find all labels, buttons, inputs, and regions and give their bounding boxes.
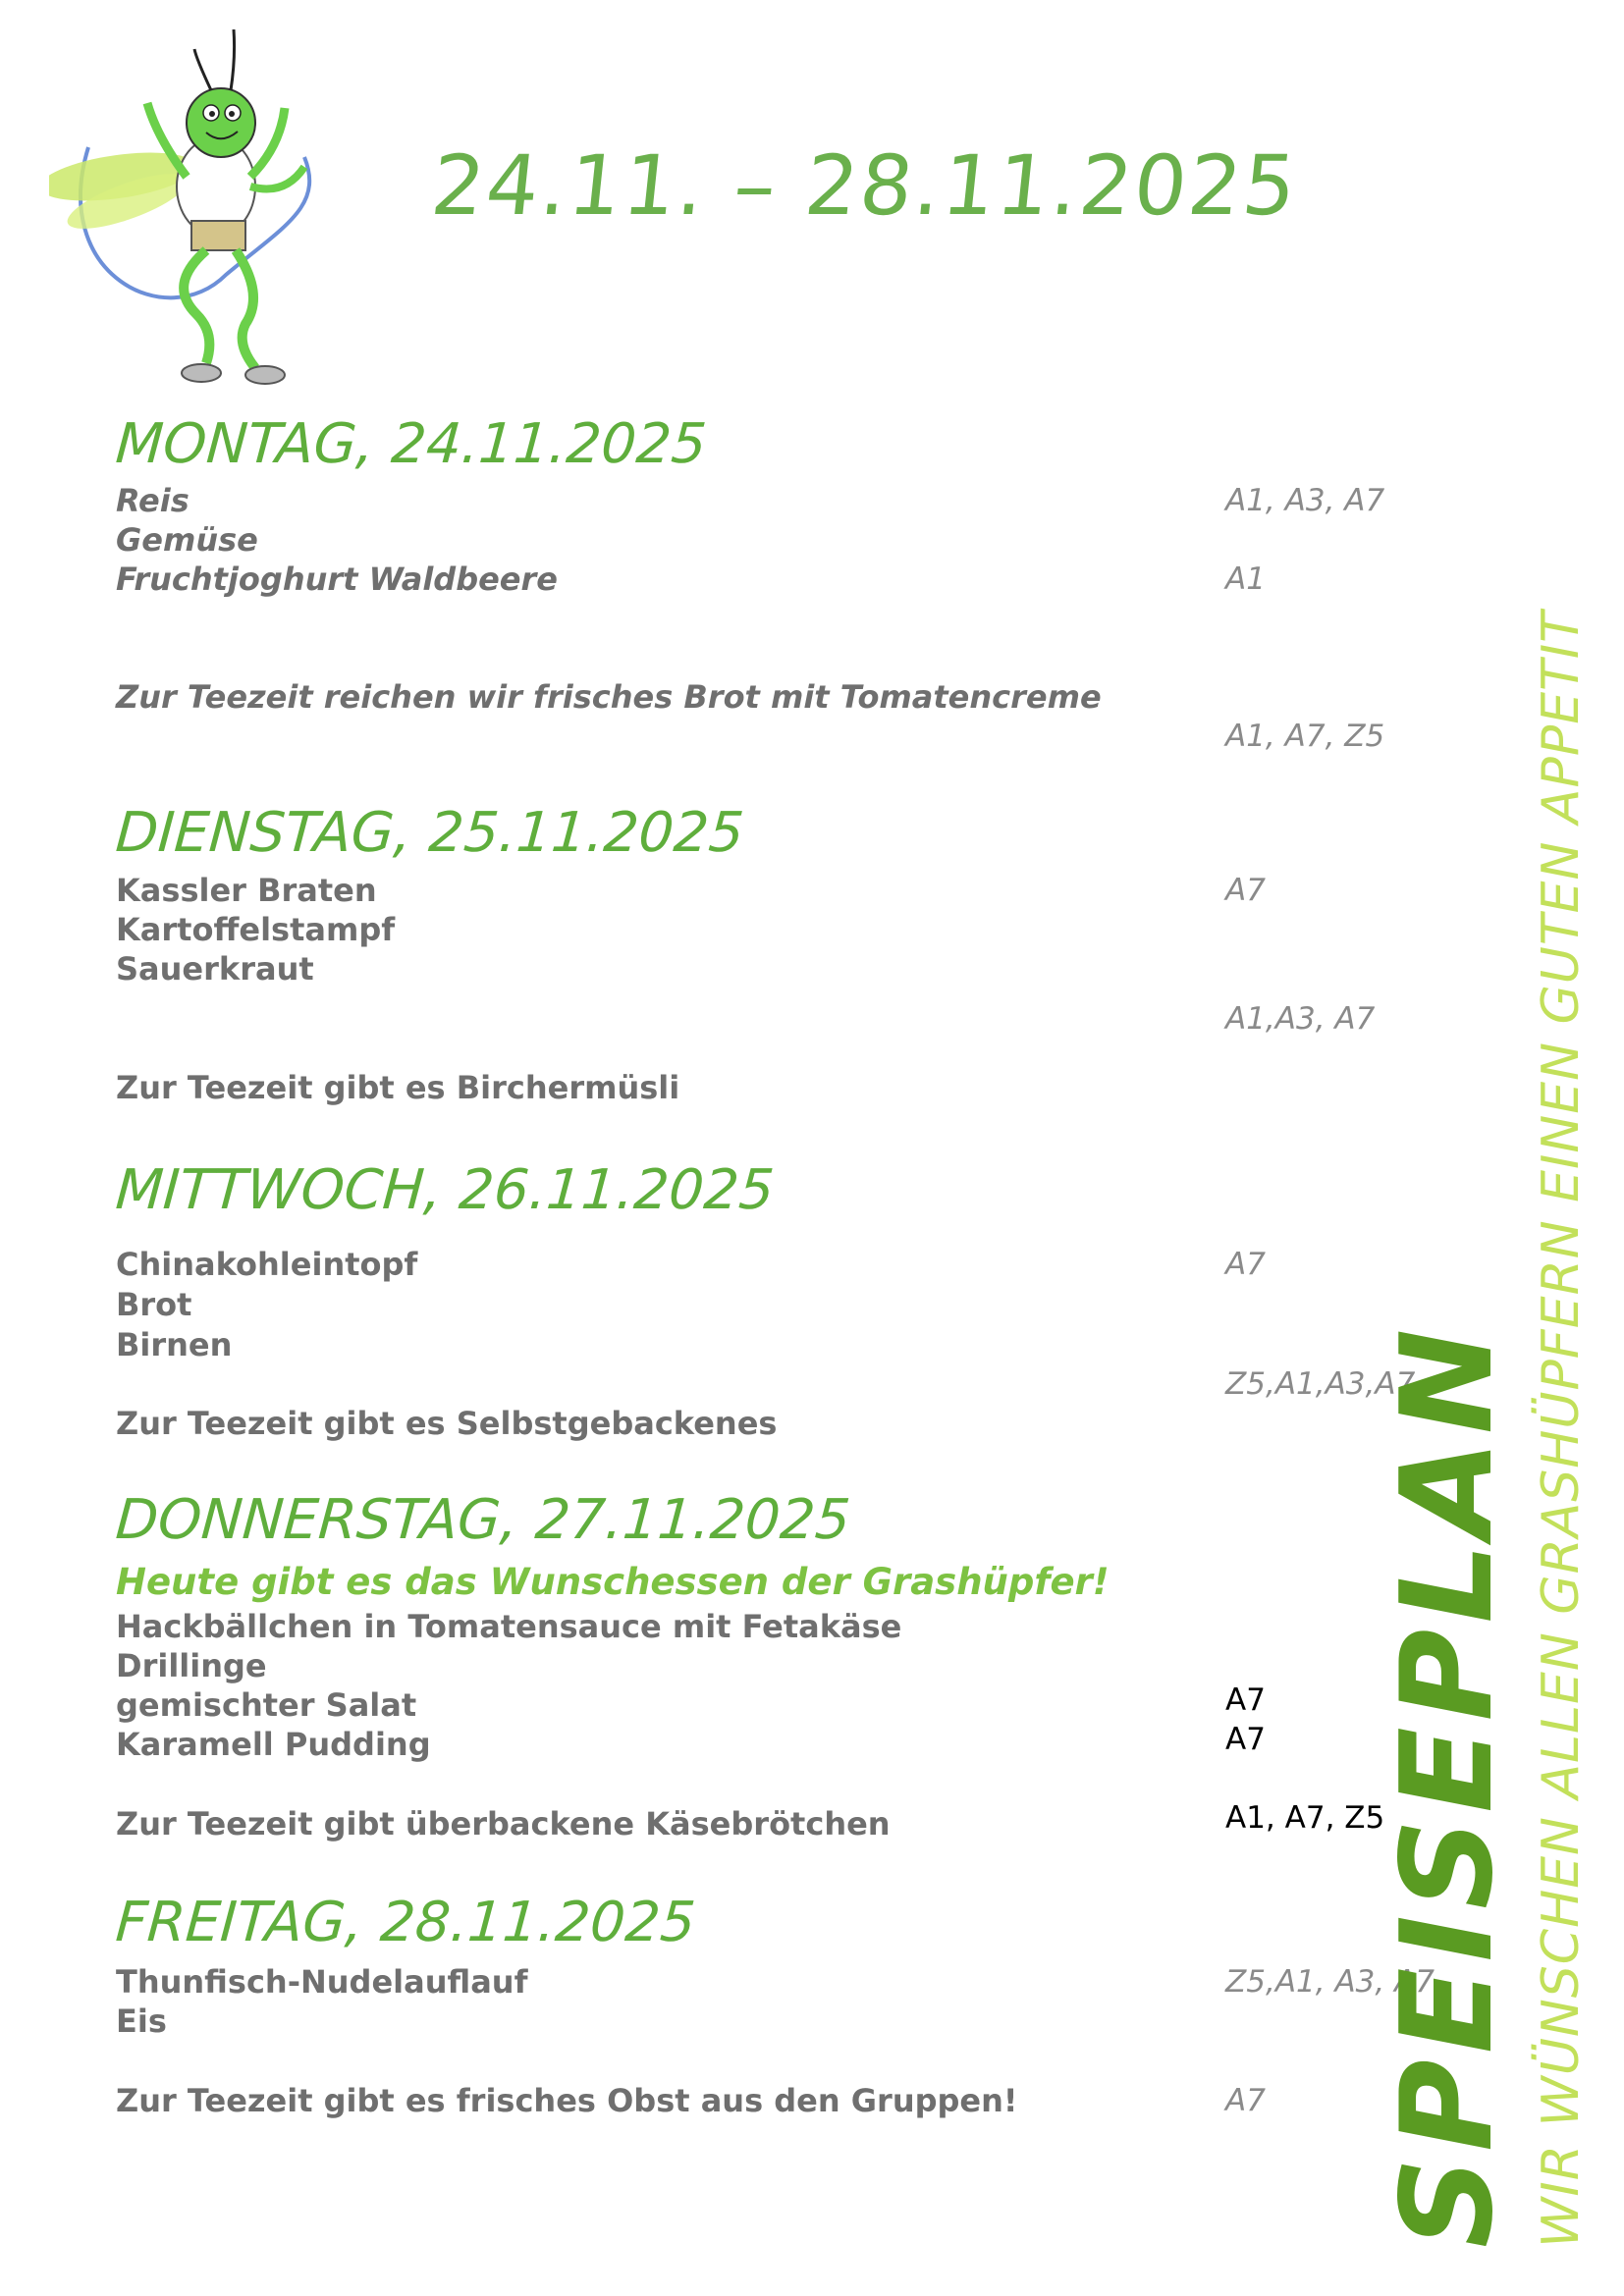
tea-time-text: Zur Teezeit gibt es frisches Obst aus den Gruppen! bbox=[116, 2082, 1018, 2119]
menu-item: gemischter Salat bbox=[116, 1686, 417, 1724]
menu-item: Kassler Braten bbox=[116, 872, 377, 909]
day-heading-thursday: DONNERSTAG, 27.11.2025 bbox=[113, 1488, 853, 1552]
speiseplan-vertical-title: SPEISEPLAN bbox=[1375, 1322, 1521, 2248]
tea-time-text: Zur Teezeit reichen wir frisches Brot mit Tomatencreme bbox=[116, 678, 1102, 716]
day-heading-tuesday: DIENSTAG, 25.11.2025 bbox=[113, 801, 746, 865]
tea-time-text: Zur Teezeit gibt überbackene Käsebrötchen bbox=[116, 1805, 891, 1842]
allergen-codes: A7 bbox=[1225, 1722, 1266, 1757]
menu-item: Karamell Pudding bbox=[116, 1726, 431, 1763]
menu-item: Chinakohleintopf bbox=[116, 1246, 418, 1283]
allergen-codes: A7 bbox=[1225, 2083, 1266, 2118]
allergen-codes: Z5,A1, A3, A7 bbox=[1225, 1964, 1435, 2000]
allergen-codes: A7 bbox=[1225, 873, 1266, 908]
allergen-codes: A1, A7, Z5 bbox=[1225, 1800, 1385, 1836]
tea-time-text: Zur Teezeit gibt es Birchermüsli bbox=[116, 1069, 680, 1106]
allergen-codes: A1, A7, Z5 bbox=[1225, 719, 1385, 754]
allergen-codes: A7 bbox=[1225, 1247, 1266, 1282]
menu-item: Eis bbox=[116, 2002, 167, 2040]
menu-item: Sauerkraut bbox=[116, 950, 314, 988]
day-heading-wednesday: MITTWOCH, 26.11.2025 bbox=[113, 1158, 777, 1222]
allergen-codes: A1, A3, A7 bbox=[1225, 483, 1385, 518]
menu-item: Reis bbox=[116, 482, 189, 519]
grasshopper-mascot-icon bbox=[49, 29, 334, 393]
day-heading-friday: FREITAG, 28.11.2025 bbox=[113, 1891, 698, 1954]
menu-item: Fruchtjoghurt Waldbeere bbox=[116, 561, 558, 598]
tea-time-text: Zur Teezeit gibt es Selbstgebackenes bbox=[116, 1405, 778, 1442]
menu-item: Drillinge bbox=[116, 1647, 267, 1684]
appetite-wish-vertical: WIR WÜNSCHEN ALLEN GRASHÜPFERN EINEN GUTEN APPETIT bbox=[1532, 611, 1591, 2248]
menu-item: Thunfisch-Nudelauflauf bbox=[116, 1963, 528, 2001]
allergen-codes: A7 bbox=[1225, 1682, 1266, 1718]
menu-item: Hackbällchen in Tomatensauce mit Fetakäse bbox=[116, 1608, 902, 1645]
special-note: Heute gibt es das Wunschessen der Grashüpfer! bbox=[116, 1561, 1110, 1603]
menu-item: Brot bbox=[116, 1286, 192, 1323]
menu-item: Kartoffelstampf bbox=[116, 911, 396, 948]
day-heading-monday: MONTAG, 24.11.2025 bbox=[113, 412, 709, 476]
menu-item: Gemüse bbox=[116, 521, 258, 559]
allergen-codes: Z5,A1,A3,A7 bbox=[1225, 1366, 1416, 1402]
allergen-codes: A1 bbox=[1225, 561, 1266, 597]
allergen-codes: A1,A3, A7 bbox=[1225, 1001, 1376, 1037]
menu-item: Birnen bbox=[116, 1326, 233, 1363]
page-title: 24.11. – 28.11.2025 bbox=[426, 137, 1303, 234]
